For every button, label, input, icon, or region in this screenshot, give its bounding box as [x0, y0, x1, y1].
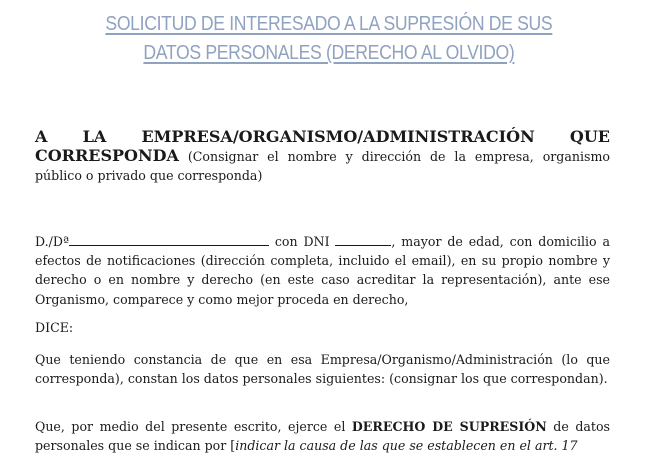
document-title: [45, 9, 613, 67]
addressee-word: EMPRESA/ORGANISMO/ADMINISTRACIÓN: [141, 127, 535, 146]
supresion-prefix: Que, por medio del presente escrito, ejerce el: [35, 419, 352, 434]
addressee-heading: [35, 127, 610, 146]
constancia-paragraph: Que teniendo constancia de que en esa Empresa/Organismo/Administración (lo que corresponda), constan los datos personales siguientes: (consignar los que correspondan).: [35, 352, 610, 387]
dice-label: DICE:: [35, 320, 74, 335]
supresion-italic: indicar la causa de las que se establecen en el art. 17: [235, 438, 578, 454]
intro-dni-label: con DNI: [268, 234, 336, 249]
title-line-1: SOLICITUD DE INTERESADO A LA SUPRESIÓN DE SUS: [105, 12, 553, 35]
intro-prefix: D./Dª: [35, 234, 69, 249]
addressee-word: A: [35, 127, 48, 146]
intro-paragraph: [35, 232, 610, 309]
addressee-word: QUE: [569, 127, 610, 146]
addressee-note-paragraph: [35, 146, 610, 185]
supresion-paragraph: [35, 417, 610, 455]
addressee-note: (Consignar el nombre y dirección de la empresa, organismo público o privado que corresponda): [35, 149, 610, 184]
supresion-bold: DERECHO DE SUPRESIÓN: [351, 419, 547, 434]
name-blank-field[interactable]: [69, 233, 269, 246]
intro-rest: , mayor de edad, con domicilio a efectos de notificaciones (dirección completa, incluido el email), en su propio nombre y derecho o en nombre y derecho (en este caso acreditar la representación), ante ese Organismo, comparece y como mejor proceda en derecho,: [35, 234, 610, 307]
dni-blank-field[interactable]: [335, 233, 391, 246]
addressee-word: LA: [82, 127, 107, 146]
addressee-block: [35, 127, 610, 185]
supresion-middle: de datos personales que se indican por [: [35, 419, 610, 454]
title-line-2: DATOS PERSONALES (DERECHO AL OLVIDO): [143, 41, 515, 64]
addressee-bold: CORRESPONDA: [35, 146, 179, 165]
